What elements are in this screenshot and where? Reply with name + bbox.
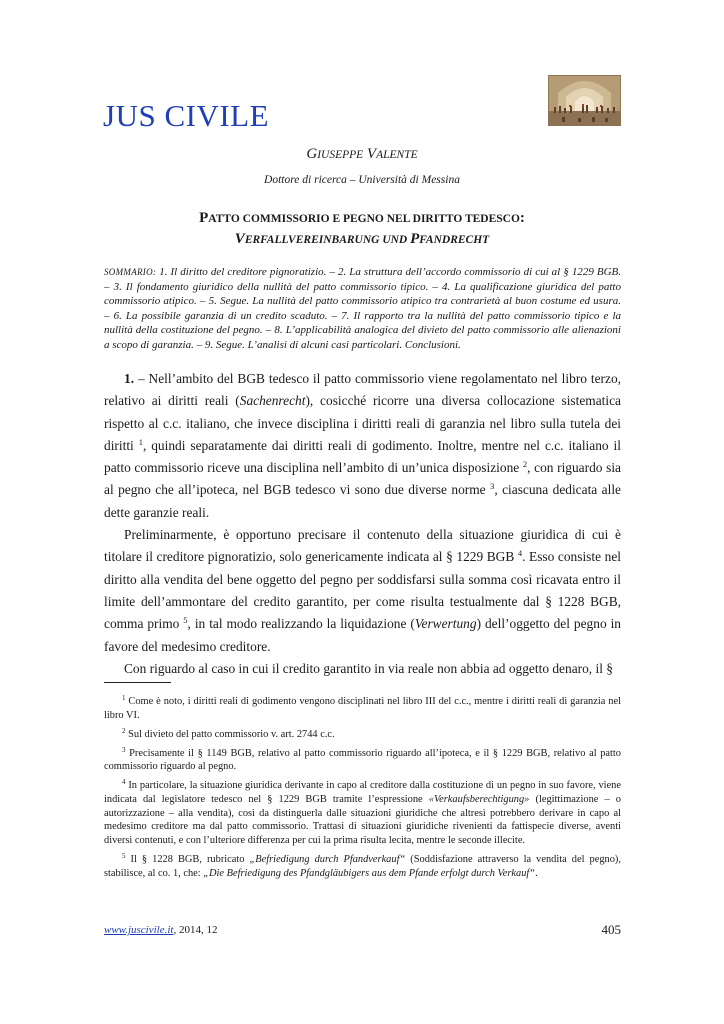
footnote-separator	[104, 682, 171, 683]
footnote-3: $^3$ Precisamente il § 1149 BGB, relativo al patto commissorio riguardo all’ipoteca, e il § 1229 BGB, relativo al patto commissorio riguardo al pegno.	[104, 745, 621, 773]
paragraph-3: Con riguardo al caso in cui il credito garantito in via reale non abbia ad oggetto denaro, il §	[124, 660, 613, 676]
journal-link[interactable]: www.juscivile.it	[104, 924, 174, 936]
summary-text: 1. Il diritto del creditore pignoratizio. – 2. La struttura dell’accordo commissorio di cui al § 1229 BGB. – 3. Il fondamento giuridico della nullità del patto commissorio tipico. – 4. La qualificazione giuridica del patto commissorio atipico. – 5. Segue. La nullità del patto commissorio atipico tra contrarietà al buon costume ed usura. – 6. La possibile garanzia di un credito scaduto. – 7. Il rapporto tra la nullità del patto commissorio tipico e la nullità della costituzione del pegno. – 8. L’applicabilità analogica del divieto del patto commissorio alle alienazioni a scopo di garanzia. – 9. Segue. L’analisi di alcuni casi particolari. Conclusioni.	[104, 266, 621, 351]
summary-label: SOMMARIO:	[104, 267, 157, 277]
author-affiliation: Dottore di ricerca – Università di Messina	[264, 174, 460, 186]
footnote-ref-5[interactable]: 5	[183, 615, 188, 626]
footnote-1: $^1$ Come è noto, i diritti reali di godimento vengono disciplinati nel libro III del c.c., mentre i diritti reali di garanzia nel libro VI.	[104, 694, 621, 721]
footnote-2: $^2$ Sul divieto del patto commissorio v. art. 2744 c.c.	[122, 726, 335, 740]
title-line-2: VERFALLVEREINBARUNG UND PFANDRECHT	[234, 231, 490, 247]
footnote-4: $^4$ In particolare, la situazione giuridica derivante in capo al creditore dalla costituzione di un pegno in suo favore, viene indicata dal legislatore tedesco nel § 1229 BGB tramite l’espressione «Verkaufsberechtigung» (legittimazione – o autorizzazione – alla vendita), così da distinguerla dalle situazioni giuridiche che altresì potrebbero derivare in capo al medesimo creditore ma dal patto commissorio. Trattasi di situazioni giuridiche rivenienti da fattispecie diverse, aventi diversi contenuti, e con l’ulteriore differenza per cui la prima risulta lecita, mentre le seconde illecite.	[104, 778, 621, 846]
footnotes	[104, 695, 621, 886]
body-text	[104, 368, 621, 680]
page-footer	[104, 924, 621, 936]
footnote-ref-3[interactable]: 3	[490, 481, 495, 492]
footnote-ref-2[interactable]: 2	[522, 459, 528, 470]
page-number: 405	[601, 922, 621, 937]
paragraph-1: 1. – Nell’ambito del BGB tedesco il patto commissorio viene regolamentato nel libro terzo, relativo ai diritti reali (Sachenrecht), cosicché ricorre una diversa collocazione sistematica rispetto al c.c. italiano, che invece disciplina i diritti reali di garanzia nel libro sulla tutela dei diritti $^1$, quindi separatamente dai diritti reali di godimento. Inoltre, mentre nel c.c. italiano il patto commissorio riceve una disciplina nell’ambito di un’unica disposizione $^2$, con riguardo sia al pegno che all’ipoteca, nel BGB tedesco vi sono due diverse norme $^3$, ciascuna dedicata alle dette garanzie reali.	[104, 371, 622, 520]
author-name: GIUSEPPE VALENTE	[306, 146, 418, 162]
summary	[104, 265, 621, 352]
journal-logo: JUS CIVILE	[103, 98, 270, 133]
paragraph-2: Preliminarmente, è opportuno precisare il contenuto della situazione giuridica di cui è titolare il creditore pignoratizio, solo genericamente indicata al § 1229 BGB $^4$. Esso consiste nel diritto alla vendita del bene oggetto del pegno per soddisfarsi sulla somma così ricavata entro il limite dell’ammontare del credito garantito, per come risulta testualmente dal § 1228 BGB, comma primo $^5$, in tal modo realizzando la liquidazione (Verwertung) dell’oggetto del pegno in favore del medesimo creditore.	[104, 527, 622, 654]
footnote-5: $^5$ Il § 1228 BGB, rubricato „Befriedigung durch Pfandverkauf“ (Soddisfazione attraverso la vendita del pegno), stabilisce, al co. 1, che: „Die Befriedigung des Pfandgläubigers aus dem Pfande erfolgt durch Verkauf“.	[104, 851, 621, 879]
article-title	[0, 208, 724, 250]
footnote-ref-1[interactable]: 1	[138, 436, 143, 447]
footnote-ref-4[interactable]: 4	[517, 548, 523, 559]
issue-info: , 2014, 12	[173, 924, 218, 936]
title-line-1: PATTO COMMISSORIO E PEGNO NEL DIRITTO TEDESCO:	[199, 210, 525, 226]
school-of-athens-thumbnail	[548, 75, 621, 126]
